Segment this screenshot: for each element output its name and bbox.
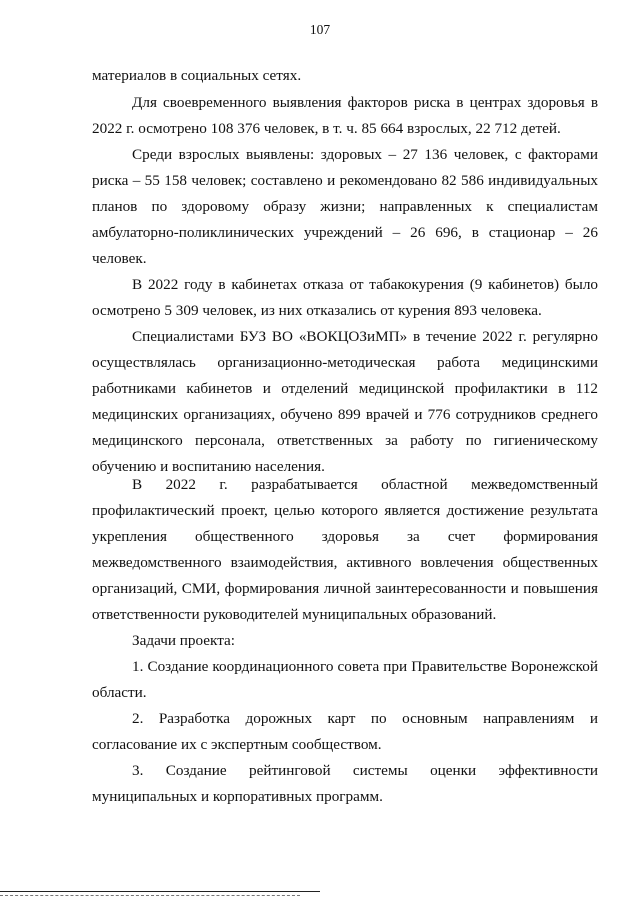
paragraph-interagency-project: В 2022 г. разрабатывается областной межведомственный профилактический проект, целью которого является достижение результата укрепления общественного здоровья за счет формирования межведомственного взаимодействия, активного вовлечения общественных организаций, СМИ, формирования личной заинтересованности и повышения ответственности руководителей муниципальных образований.	[92, 476, 598, 623]
paragraph-adults-risk-factors: Среди взрослых выявлены: здоровых – 27 136 человек, с факторами риска – 55 158 человек; составлено и рекомендовано 82 586 индивидуальных планов по здоровому образу жизни; направленных к специалистам амбулаторно-поликлинических учреждений – 26 696, в стационар – 26 человек.	[92, 146, 598, 267]
page-number: 107	[309, 22, 331, 37]
paragraph-smoking-cessation: В 2022 году в кабинетах отказа от табакокурения (9 кабинетов) было осмотрено 5 309 человек, из них отказались от курения 893 человека.	[92, 276, 598, 319]
paragraph-project-tasks-heading: Задачи проекта:	[132, 632, 235, 649]
paragraph-methodological-work: Специалистами БУЗ ВО «ВОКЦОЗиМП» в течение 2022 г. регулярно осуществлялась организационно-методическая работа медицинскими работниками кабинетов и отделений медицинской профилактики в 112 медицинских организациях, обучено 899 врачей и 776 сотрудников среднего медицинского персонала, ответственных за работу по гигиеническому обучению и воспитанию населения.	[92, 328, 598, 475]
paragraph-continuation: материалов в социальных сетях.	[92, 67, 302, 84]
bottom-edge-scan-line	[0, 895, 300, 896]
paragraph-health-centers: Для своевременного выявления факторов риска в центрах здоровья в 2022 г. осмотрено 108 376 человек, в т. ч. 85 664 взрослых, 22 712 детей.	[92, 94, 598, 137]
paragraph-task-1: 1. Создание координационного совета при Правительстве Воронежской области.	[92, 658, 598, 701]
bottom-edge-rule	[0, 891, 320, 892]
paragraph-task-2: 2. Разработка дорожных карт по основным направлениям и согласование их с экспертным сообществом.	[92, 710, 598, 753]
paragraph-task-3: 3. Создание рейтинговой системы оценки эффективности муниципальных и корпоративных программ.	[92, 762, 598, 805]
